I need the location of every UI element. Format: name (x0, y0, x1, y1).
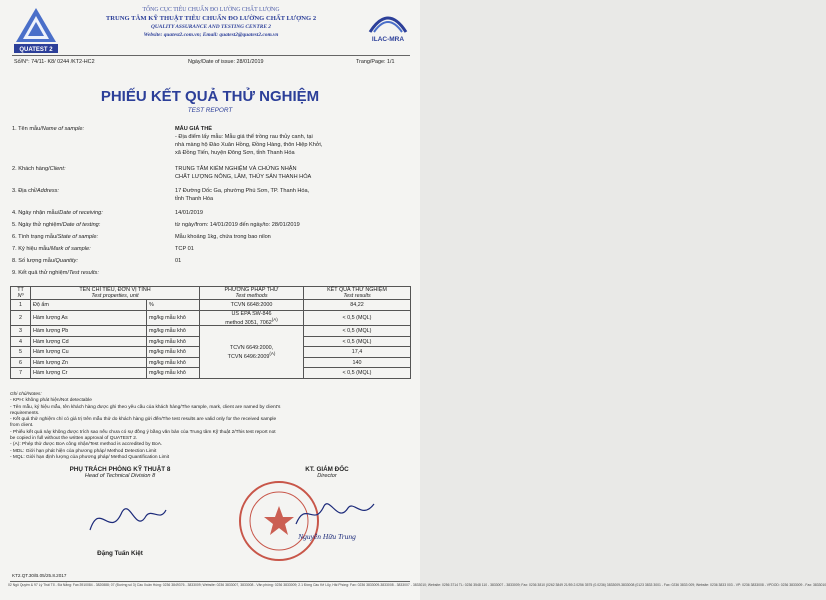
page-number-value: 1/1 (386, 59, 395, 65)
quatest-logo (14, 6, 58, 56)
note-line: - (A): Phép thử được BoA công nhận/Test method is accredited by BoA. (10, 442, 163, 448)
page-number-label: Trang/Page: (356, 59, 386, 65)
notes-heading: Ghi chú/Notes: (10, 392, 42, 397)
received-date: 14/01/2019 (175, 210, 203, 216)
email-link[interactable]: quatest2@quatest2.com.vn (219, 32, 279, 38)
field-label-testing: 5. Ngày thử nghiệm/Date of testing: (12, 222, 101, 228)
header-agency: TỔNG CỤC TIÊU CHUẨN ĐO LƯỜNG CHẤT LƯỢNG (142, 7, 280, 13)
header-result: KẾT QUẢ THỬ NGHIỆM Test results (304, 287, 411, 300)
table-row: 4 Hàm lượng Cd mg/kg mẫu khô < 0,5 (MQL) (11, 336, 411, 347)
address-line-2: tỉnh Thanh Hóa (175, 196, 214, 202)
form-code: KT2.QT.30/B.05/25.8.2017 (12, 573, 67, 578)
field-label-name: 1. Tên mẫu/Name of sample: (12, 126, 85, 132)
table-row: 7 Hàm lượng Cr mg/kg mẫu khô < 0,5 (MQL) (11, 368, 411, 379)
signature-right (290, 494, 380, 534)
method-cell: US EPA SW-846 method 3051, $7062^{(A)}$ (200, 310, 304, 326)
note-line: be copied in full without the written approval of QUATEST 2. (10, 436, 138, 442)
signature-left (80, 490, 170, 546)
field-label-client: 2. Khách hàng/Client: (12, 166, 66, 172)
method-cell: TCVN 6648:2000 (200, 300, 304, 311)
table-row: 5 Hàm lượng Cu mg/kg mẫu khô 17,4 (11, 347, 411, 358)
sample-state: Mẫu khoảng 1kg, chứa trong bao nilon (175, 234, 271, 240)
table-header-row (11, 287, 411, 300)
issue-date (188, 59, 264, 65)
logo-text: QUATEST 2 (19, 47, 53, 53)
field-label-results: 9. Kết quả thử nghiệm/Test results: (12, 270, 99, 276)
sample-location-3: xã Đồng Tiến, huyện Đông Sơn, tỉnh Thanh Hóa (175, 150, 295, 156)
client-line-1: TRUNG TÂM KIỂM NGHIỆM VÀ CHỨNG NHẬN (175, 166, 297, 172)
signer-subtitle-left: Head of Technical Division 8 (84, 473, 156, 479)
report-number (14, 59, 95, 65)
notes-section (10, 392, 280, 461)
header-centre: TRUNG TÂM KỸ THUẬT TIÊU CHUẨN ĐO LƯỜNG CHẤT LƯỢNG 2 (105, 15, 317, 22)
field-label-state: 6. Tình trạng mẫu/State of sample: (12, 234, 99, 240)
signer-title-right: KT. GIÁM ĐỐC (305, 466, 349, 473)
page-number (356, 59, 394, 65)
issue-date-label: Ngày/Date of issue: (188, 59, 236, 65)
sample-quantity: 01 (175, 258, 182, 264)
page-title: PHIẾU KẾT QUẢ THỬ NGHIỆM (100, 88, 320, 105)
client-line-2: CHẤT LƯỢNG NÔNG, LÂM, THỦY SẢN THANH HÓA (175, 174, 312, 180)
signer-name-right: Nguyễn Hữu Trung (298, 532, 356, 541)
table-row: 6 Hàm lượng Zn mg/kg mẫu khô 140 (11, 357, 411, 368)
website-label: Website: (143, 32, 163, 38)
field-label-mark: 7. Ký hiệu mẫu/Mark of sample: (12, 246, 91, 252)
header-divider (12, 55, 410, 56)
ilac-logo-text: ILAC-MRA (371, 36, 405, 43)
header-method: PHƯƠNG PHÁP THỬ Test methods (200, 287, 304, 300)
note-line: - Kết quả thử nghiệm chỉ có giá trị trên mẫu thử do khách hàng gửi đến/The test results are valid only for the received sample (10, 417, 277, 423)
issue-date-value: 28/01/2019 (236, 59, 264, 65)
table-row: 3 Hàm lượng Pb mg/kg mẫu khô TCVN 6649:2000, TCVN $6496:2009^{(A)}$ < 0,5 (MQL) (11, 326, 411, 337)
sample-mark: TCP 01 (175, 246, 194, 252)
website-link[interactable]: quatest2.com.vn; (163, 32, 202, 38)
field-label-quantity: 8. Số lượng mẫu/Quantity: (12, 258, 78, 264)
sample-name: MẪU GIÁ THỂ (175, 126, 212, 132)
field-label-address: 3. Địa chỉ/Address: (12, 188, 59, 194)
header-no: TT Nº (11, 287, 31, 300)
signer-title-left: PHỤ TRÁCH PHÒNG KỸ THUẬT 8 (69, 466, 171, 473)
report-number-value: 74/11- K8/ 0244 /KT2-HC2 (31, 59, 95, 65)
page-subtitle: TEST REPORT (187, 107, 233, 114)
table-row: 2 Hàm lượng As mg/kg mẫu khô US EPA SW-846 method 3051, $7062^{(A)}$ < 0,5 (MQL) (11, 310, 411, 326)
header-centre-en: QUALITY ASSURANCE AND TESTING CENTRE 2 (151, 24, 271, 30)
table-row: 1 Độ ẩm % TCVN 6648:2000 84,22 (11, 300, 411, 311)
footer-divider (10, 581, 410, 582)
report-number-label: Số/N°: (14, 59, 30, 65)
note-line: - KPH: không phát hiện/Not detectable (10, 398, 92, 404)
sample-location-2: nhà màng hộ Đào Xuân Hồng, Đồng Hàng, thôn Hiệp Khởi, (175, 142, 323, 148)
note-line: - MDL: Giới hạn phát hiện của phương pháp/ Method Detection Limit (10, 448, 157, 454)
header-contact-line (62, 32, 360, 38)
ilac-mra-logo (364, 8, 412, 46)
note-line: from client. (10, 423, 34, 429)
note-line: - Tên mẫu, ký hiệu mẫu, tên khách hàng được ghi theo yêu cầu của khách hàng/The sample, mark, client are named by client's (10, 404, 281, 410)
results-table (10, 286, 411, 379)
method-cell: TCVN 6649:2000, TCVN $6496:2009^{(A)}$ (200, 326, 304, 379)
note-line: requirements. (10, 410, 40, 416)
field-label-received: 4. Ngày nhận mẫu/Date of receiving: (12, 210, 103, 216)
signer-subtitle-right: Director (317, 473, 337, 479)
signer-name-left: Đặng Tuấn Kiệt (97, 550, 143, 557)
signature-block-left (45, 466, 195, 479)
note-line: - MQL: Giới hạn định lượng của phương pháp/ Method Quantification Limit (10, 454, 170, 460)
address-line-1: 17 Đường Dốc Ga, phường Phú Sơn, TP. Thanh Hóa, (175, 188, 310, 194)
header-property: TÊN CHỈ TIÊU, ĐƠN VỊ TÍNH Test properties, unit (31, 287, 200, 300)
footer-address: 02 Ngô Quyền & 97 Lý Thái Tổ - Đà Nẵng: Fax:3910084 - 3820888; 07 (Đường số 3) Cầu Xuân Hùng: 0236 3849376 - 3833009; Website: 0236 3833007, 3833008 - Văn phòng: 0236 3833009; 2.1 Đồng Cầu Kê Lũy, Hải Phòng: Fax: 0236 3833009-3833008 - 3833007 - 3833010; Website: 0256 3714 TL: 0236 3548 110 - 3833007 - 3833009; Fax: 0236 3810 (0262 3849 21/59.2.0256 3575 (0.0236) 3833009-3833008 (0123 3833 3001 - Fax: 0236 3833 009; Website: 0236 3833 003 - VP: 0236 3833008 - VPDOD: 0236 3833009 - Fax: 3833010 (8, 583, 826, 587)
testing-dates: từ ngày/from: 14/01/2019 đến ngày/to: 28/01/2019 (175, 222, 300, 228)
sample-location-1: - Địa điểm lấy mẫu: Mẫu giá thể trồng rau thủy canh, tại (175, 134, 313, 140)
note-line: - Phiếu kết quả này không được trích sao nếu chưa có sự đồng ý bằng văn bản của Trung tâm Kỹ thuật 2/This test report not (10, 429, 276, 435)
email-label: Email: (202, 32, 219, 38)
